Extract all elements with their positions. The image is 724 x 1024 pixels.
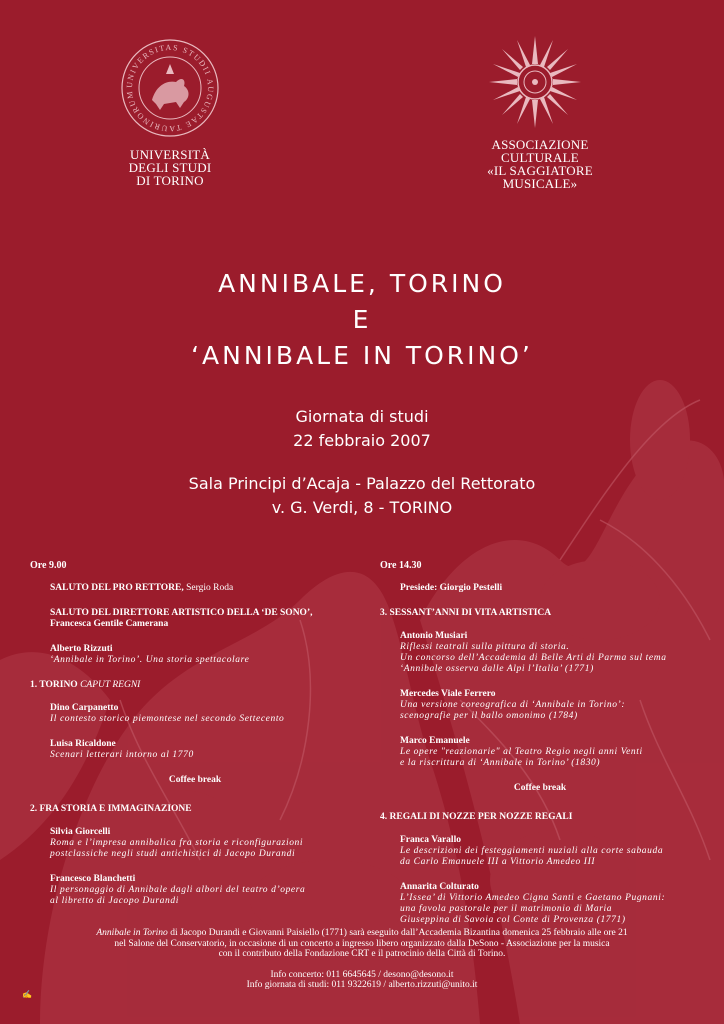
speaker-name: Luisa Ricaldone bbox=[50, 739, 116, 749]
program-entry bbox=[400, 583, 700, 594]
greeting-person: Sergio Roda bbox=[183, 583, 234, 593]
talk-title: Le opere "reazionarie" al Teatro Regio negli anni Venti bbox=[400, 747, 643, 757]
university-name bbox=[95, 148, 245, 187]
concert-note-text: con il contributo della Fondazione CRT e il patrocinio della Città di Torino. bbox=[218, 949, 506, 959]
title-line: ‘ANNIBALE IN TORINO’ bbox=[191, 341, 533, 370]
program-entry bbox=[50, 739, 360, 761]
title-line: E bbox=[352, 305, 372, 334]
program-entry bbox=[400, 736, 700, 769]
program-entry bbox=[50, 644, 360, 666]
talk-title: Riflessi teatrali sulla pittura di storia. bbox=[400, 642, 570, 652]
talk-title: Il personaggio di Annibale dagli albori del teatro d’opera bbox=[50, 885, 306, 895]
event-date: 22 febbraio 2007 bbox=[293, 431, 431, 450]
talk-title: L’Issea’ di Vittorio Amedeo Cigna Santi e Gaetano Pugnani: bbox=[400, 893, 666, 903]
talk-title: Un concorso dell’Accademia di Belle Arti di Parma sul tema bbox=[400, 653, 667, 663]
printer-mark-icon: ✍ bbox=[22, 990, 32, 999]
morning-program bbox=[30, 560, 360, 921]
talk-title: Giuseppina di Savoia col Conte di Provenza (1771) bbox=[400, 915, 626, 925]
speaker-name: Alberto Rizzuti bbox=[50, 644, 113, 654]
org-right-line: CULTURALE bbox=[501, 150, 579, 165]
org-right-line: «IL SAGGIATORE bbox=[487, 163, 593, 178]
university-seal-icon bbox=[120, 38, 220, 138]
talk-title: ‘Annibale in Torino’. Una storia spettacolare bbox=[50, 655, 250, 665]
program-entry bbox=[400, 835, 700, 868]
org-right-line: ASSOCIAZIONE bbox=[491, 137, 589, 152]
program-entry bbox=[50, 703, 360, 725]
program-entry bbox=[400, 882, 700, 926]
talk-title: Roma e l’impresa annibalica fra storia e riconfigurazioni bbox=[50, 838, 304, 848]
section-heading: 3. SESSANT’ANNI DI VITA ARTISTICA bbox=[380, 608, 552, 618]
speaker-name: Francesco Blanchetti bbox=[50, 874, 136, 884]
contact-concert: Info concerto: 011 6645645 / desono@desono.it bbox=[270, 969, 454, 980]
org-left-line: DI TORINO bbox=[136, 173, 204, 188]
org-left-line: DEGLI STUDI bbox=[128, 160, 212, 175]
talk-title: Le descrizioni dei festeggiamenti nuziali alla corte sabauda bbox=[400, 846, 664, 856]
sun-emblem-icon bbox=[487, 34, 583, 130]
program-entry bbox=[400, 689, 700, 722]
section-subtitle: CAPUT REGNI bbox=[80, 680, 141, 690]
speaker-name: Antonio Musiari bbox=[400, 631, 468, 641]
event-date-block bbox=[0, 405, 724, 453]
coffee-break: Coffee break bbox=[513, 783, 567, 793]
talk-title: una favola pastorale per il matrimonio di Maria bbox=[400, 904, 613, 914]
talk-title: e la riscrittura di ‘Annibale in Torino’ (1830) bbox=[400, 758, 601, 768]
talk-title: Il contesto storico piemontese nel secondo Settecento bbox=[50, 714, 285, 724]
greeting-title: SALUTO DEL DIRETTORE ARTISTICO DELLA ‘DE SONO’, bbox=[50, 608, 313, 618]
session-time: Ore 14.30 bbox=[380, 560, 422, 571]
footer-notes bbox=[60, 928, 664, 991]
association-name bbox=[450, 138, 630, 190]
speaker-name: Annarita Colturato bbox=[400, 882, 479, 892]
page-title bbox=[0, 266, 724, 374]
talk-title: Una versione coreografica di ‘Annibale in Torino’: bbox=[400, 700, 626, 710]
concert-note bbox=[60, 928, 664, 939]
speaker-name: Mercedes Viale Ferrero bbox=[400, 689, 496, 699]
speaker-name: Franca Varallo bbox=[400, 835, 461, 845]
program-entry bbox=[50, 583, 360, 594]
contact-study-day: Info giornata di studi: 011 9322619 / alberto.rizzuti@unito.it bbox=[246, 980, 478, 990]
talk-title: da Carlo Emanuele III a Vittorio Amedeo III bbox=[400, 857, 596, 867]
program-entry bbox=[50, 874, 360, 907]
speaker-name: Marco Emanuele bbox=[400, 736, 470, 746]
event-address: v. G. Verdi, 8 - TORINO bbox=[271, 498, 453, 517]
section-title: 1. TORINO bbox=[30, 680, 81, 690]
section-heading bbox=[30, 680, 360, 691]
svg-text:UNIVERSITAS STUDII AUGUSTAE TA: UNIVERSITAS STUDII AUGUSTAE TAURINORUM bbox=[124, 42, 216, 134]
org-right-line: MUSICALE» bbox=[502, 176, 578, 191]
speaker-name: Dino Carpanetto bbox=[50, 703, 119, 713]
work-title: Annibale in Torino bbox=[96, 928, 168, 938]
concert-note-text: di Jacopo Durandi e Giovanni Paisiello (1771) sarà eseguito dall’Accademia Bizantina domenica 25 febbraio alle ore 21 bbox=[167, 928, 628, 938]
session-time: Ore 9.00 bbox=[30, 560, 67, 571]
org-left-line: UNIVERSITÀ bbox=[130, 147, 210, 162]
event-venue-block bbox=[0, 472, 724, 520]
section-heading: 2. FRA STORIA E IMMAGINAZIONE bbox=[30, 804, 192, 814]
program-entry bbox=[50, 608, 360, 630]
talk-title: al libretto di Jacopo Durandi bbox=[50, 896, 179, 906]
greeting-person: Francesca Gentile Camerana bbox=[50, 619, 169, 629]
speaker-name: Silvia Giorcelli bbox=[50, 827, 111, 837]
title-line: ANNIBALE, TORINO bbox=[218, 269, 506, 298]
talk-title: Scenari letterari intorno al 1770 bbox=[50, 750, 194, 760]
talk-title: scenografie per il ballo omonimo (1784) bbox=[400, 711, 578, 721]
chair-name: Presiede: Giorgio Pestelli bbox=[400, 583, 503, 593]
concert-note-text: nel Salone del Conservatorio, in occasione di un concerto a ingresso libero organizzato dalla DeSono - Associazione per la musica bbox=[114, 938, 610, 949]
program-entry bbox=[50, 827, 360, 860]
greeting-title: SALUTO DEL PRO RETTORE, bbox=[50, 583, 184, 593]
talk-title: ‘Annibale osserva dalle Alpi l’Italia’ (1771) bbox=[400, 664, 594, 674]
afternoon-program bbox=[380, 560, 700, 940]
event-venue: Sala Principi d’Acaja - Palazzo del Rettorato bbox=[188, 474, 536, 493]
talk-title: postclassiche negli studi antichistici di Jacopo Durandi bbox=[50, 849, 296, 859]
section-heading: 4. REGALI DI NOZZE PER NOZZE REGALI bbox=[380, 812, 573, 822]
program-entry bbox=[400, 631, 700, 675]
coffee-break: Coffee break bbox=[168, 775, 222, 785]
event-type: Giornata di studi bbox=[295, 407, 429, 426]
